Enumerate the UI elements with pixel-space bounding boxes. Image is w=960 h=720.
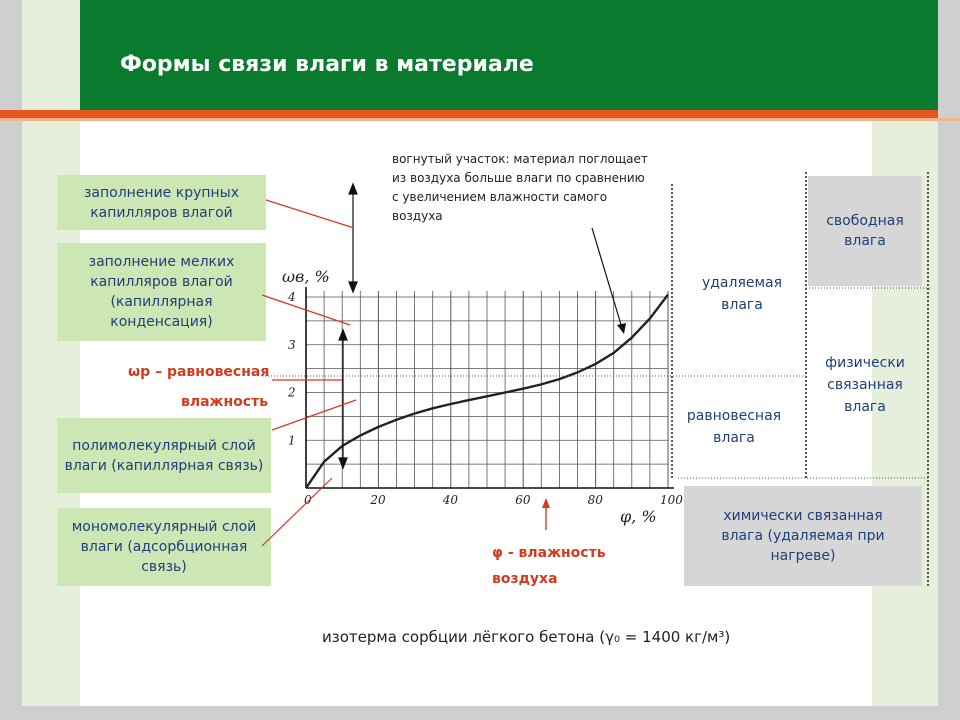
y-tick-label: 2 bbox=[288, 385, 296, 400]
equilibrium-moisture-label-2: влажность bbox=[181, 394, 269, 410]
removable-moisture-label: удаляемая влага bbox=[701, 275, 783, 313]
concave-section-note: вогнутый участок: материал поглощает из воздуха больше влаги по сравнению с увеличением влажности самого воздуха bbox=[392, 152, 648, 223]
x-tick-label: 20 bbox=[370, 493, 386, 507]
slide-title: Формы связи влаги в материале bbox=[120, 52, 534, 77]
x-tick-label: 60 bbox=[515, 493, 531, 507]
box-small-capillaries: заполнение мелких капилляров влагой (капиллярная конденсация) bbox=[57, 243, 266, 341]
chart-caption: изотерма сорбции лёгкого бетона (γ₀ = 1400 кг/м³) bbox=[322, 628, 731, 646]
x-tick-label: 0 bbox=[304, 493, 312, 507]
box-free-moisture: свободная влага bbox=[808, 176, 922, 286]
air-humidity-label: φ - влажность bbox=[492, 545, 606, 561]
x-axis-label: φ, % bbox=[620, 507, 657, 526]
y-axis-label: ωв, % bbox=[282, 267, 330, 286]
box-monomolecular-layer: мономолекулярный слой влаги (адсорбционная связь) bbox=[57, 508, 271, 586]
x-tick-label: 40 bbox=[442, 493, 459, 507]
y-tick-label: 3 bbox=[288, 337, 296, 352]
physically-bound-label: физически связанная влага bbox=[825, 355, 905, 415]
equilibrium-text: – равновесная bbox=[150, 364, 270, 380]
air-humidity-label-2: воздуха bbox=[492, 571, 558, 587]
arrow-head bbox=[349, 184, 357, 194]
y-tick-label: 4 bbox=[288, 290, 296, 304]
x-tick-label: 80 bbox=[587, 493, 603, 507]
box-chemical-moisture: химически связанная влага (удаляемая при нагреве) bbox=[684, 486, 922, 586]
leader-line bbox=[266, 200, 354, 228]
box-polymolecular-layer: полимолекулярный слой влаги (капиллярная связь) bbox=[57, 418, 271, 493]
equilibrium-symbol: ωр bbox=[128, 364, 151, 380]
equilibrium-moisture-zone-label: равновесная влага bbox=[686, 408, 782, 446]
x-tick-label: 100 bbox=[660, 493, 683, 507]
box-large-capillaries: заполнение крупных капилляров влагой bbox=[57, 175, 266, 230]
y-tick-label: 1 bbox=[288, 433, 296, 448]
